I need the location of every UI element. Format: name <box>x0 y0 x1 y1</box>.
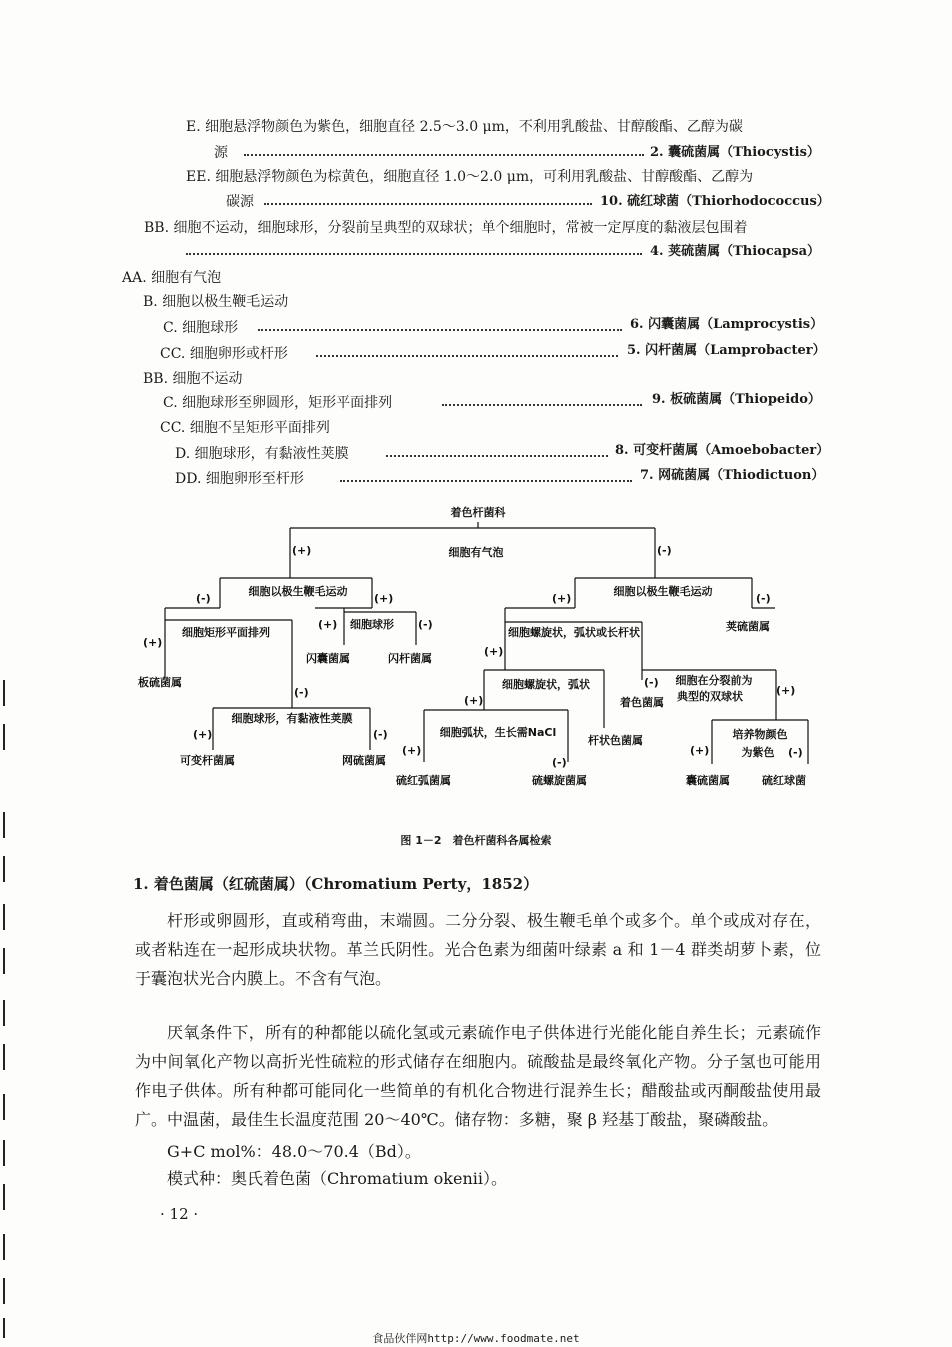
figure-caption: 图 1－2 着色杆菌科各属检索 <box>400 834 552 847</box>
key-tree-diagram <box>0 500 952 800</box>
tree-plus: (+) <box>776 684 796 697</box>
key-C1: C. 细胞球形 <box>163 320 239 336</box>
tree-minus: (-) <box>788 746 803 759</box>
tree-genus-chromatium: 着色菌属 <box>620 696 664 709</box>
tree-genus-thiodictyon: 网硫菌属 <box>342 754 386 767</box>
tree-minus: (-) <box>373 728 388 741</box>
key-EE-cont: 碳源 <box>226 194 254 210</box>
tree-plus: (+) <box>374 592 394 605</box>
tree-node-spiral2: 细胞螺旋状，弧状 <box>502 678 590 691</box>
tree-genus-lamprocystis: 闪囊菌属 <box>306 652 350 665</box>
tree-node-flag-left: 细胞以极生鞭毛运动 <box>248 585 348 598</box>
tree-genus-rhabdochromatium: 杆状色菌属 <box>588 734 643 747</box>
tree-root: 着色杆菌科 <box>450 506 506 519</box>
key-C1-genus: 6. 闪囊菌属（Lamprocystis） <box>630 317 824 332</box>
tree-plus: (+) <box>552 592 572 605</box>
key-DD-genus: 7. 网硫菌属（Thiodictuon） <box>640 468 825 483</box>
tree-node-flag-right: 细胞以极生鞭毛运动 <box>613 585 713 598</box>
key-D-genus: 8. 可变杆菌属（Amoebobacter） <box>615 443 830 458</box>
tree-plus: (+) <box>464 694 484 707</box>
tree-node-sphere: 细胞球形 <box>350 618 394 631</box>
tree-minus: (-) <box>756 592 771 605</box>
margin-mark <box>3 1044 5 1070</box>
tree-minus: (-) <box>552 756 567 769</box>
tree-plus: (+) <box>318 618 338 631</box>
key-CC1-genus: 5. 闪杆菌属（Lamprobacter） <box>627 343 826 358</box>
key-C2: C. 细胞球形至卵圆形，矩形平面排列 <box>163 395 393 411</box>
key-BB1: BB. 细胞不运动，细胞球形，分裂前呈典型的双球状；单个细胞时，常被一定厚度的黏液层包围着 <box>144 220 748 236</box>
tree-plus: (+) <box>484 645 504 658</box>
section-title: 1. 着色菌属（红硫菌属）（Chromatium Perty，1852） <box>133 875 539 893</box>
leader <box>386 455 608 457</box>
page-number: · 12 · <box>160 1205 199 1223</box>
tree-genus-thiorhodococcus: 硫红球菌 <box>762 774 806 787</box>
tree-genus-lamprobacter: 闪杆菌属 <box>388 652 432 665</box>
margin-mark <box>3 680 5 706</box>
tree-node-capsule: 细胞球形，有黏液性荚膜 <box>231 712 353 725</box>
tree-node-gas: 细胞有气泡 <box>448 546 504 559</box>
margin-mark <box>3 1278 5 1304</box>
margin-mark <box>3 1234 5 1260</box>
margin-mark <box>3 1184 5 1210</box>
leader <box>340 480 632 482</box>
key-BB2: BB. 细胞不运动 <box>143 371 243 387</box>
type-species: 模式种：奥氏着色菌（Chromatium okenii）。 <box>167 1169 507 1188</box>
tree-node-diplo2: 典型的双球状 <box>677 690 743 703</box>
tree-node-purple: 培养物颜色 <box>732 728 788 741</box>
margin-mark <box>3 904 5 930</box>
leader <box>186 253 642 255</box>
leader <box>316 355 618 357</box>
leader <box>258 329 622 331</box>
key-D: D. 细胞球形，有黏液性荚膜 <box>175 446 349 462</box>
margin-mark <box>3 1000 5 1026</box>
margin-mark <box>3 856 5 882</box>
margin-mark <box>3 1318 5 1338</box>
key-CC1: CC. 细胞卵形或杆形 <box>160 346 288 362</box>
key-BB1-genus: 4. 荚硫菌属（Thiocapsa） <box>650 244 821 259</box>
tree-plus: (+) <box>143 636 163 649</box>
key-CC2: CC. 细胞不呈矩形平面排列 <box>160 420 330 436</box>
key-C2-genus: 9. 板硫菌属（Thiopeido） <box>652 392 821 407</box>
tree-minus: (-) <box>657 544 672 557</box>
tree-plus: (+) <box>690 744 710 757</box>
leader <box>442 404 642 406</box>
tree-genus-thiocapsa: 荚硫菌属 <box>726 620 770 633</box>
key-DD: DD. 细胞卵形至杆形 <box>175 471 304 487</box>
paragraph-1: 杆形或卵圆形，直或稍弯曲，末端圆。二分分裂、极生鞭毛单个或多个。单个或成对存在，或者粘连在一起形成块状物。革兰氏阴性。光合色素为细菌叶绿素 a 和 1－4 群类胡萝卜素，位于囊泡状光合内膜上。不含有气泡。 <box>135 911 821 988</box>
key-EE-genus: 10. 硫红球菌（Thiorhodococcus） <box>600 194 830 209</box>
leader <box>244 154 644 156</box>
key-E-genus: 2. 囊硫菌属（Thiocystis） <box>650 145 820 160</box>
footer-watermark: 食品伙伴网http://www.foodmate.net <box>372 1332 580 1345</box>
tree-genus-thiorhodovibrio: 硫红弧菌属 <box>396 774 451 787</box>
tree-minus: (-) <box>644 676 659 689</box>
tree-minus: (-) <box>418 618 433 631</box>
tree-plus: (+) <box>193 728 213 741</box>
tree-genus-thiopedia: 板硫菌属 <box>138 676 182 689</box>
key-AA: AA. 细胞有气泡 <box>122 270 222 286</box>
tree-minus: (-) <box>294 686 309 699</box>
margin-mark <box>3 948 5 974</box>
tree-minus: (-) <box>196 592 211 605</box>
tree-node-spiral: 细胞螺旋状，弧状或长杆状 <box>508 626 640 639</box>
margin-mark <box>3 1094 5 1120</box>
key-E-cont: 源 <box>214 145 228 161</box>
paragraph-2: 厌氧条件下，所有的种都能以硫化氢或元素硫作电子供体进行光能化能自养生长；元素硫作为中间氧化产物以高折光性硫粒的形式储存在细胞内。硫酸盐是最终氧化产物。分子氢也可能用作电子供体。所有种都可能同化一些简单的有机化合物进行混养生长；醋酸盐或丙酮酸盐使用最广。中温菌，最佳生长温度范围 20～40℃。储存物：多糖，聚 β 羟基丁酸盐，聚磷酸盐。 <box>135 1023 821 1129</box>
tree-node-diplo: 细胞在分裂前为 <box>675 674 753 687</box>
gc-content: G+C mol%：48.0～70.4（Bd）。 <box>167 1142 421 1161</box>
leader <box>264 203 592 205</box>
tree-node-purple2: 为紫色 <box>741 746 775 759</box>
tree-plus: (+) <box>402 744 422 757</box>
margin-mark <box>3 1140 5 1166</box>
key-B: B. 细胞以极生鞭毛运动 <box>143 294 289 310</box>
tree-genus-thiocystis: 囊硫菌属 <box>686 774 730 787</box>
key-EE: EE. 细胞悬浮物颜色为棕黄色，细胞直径 1.0～2.0 μm，可利用乳酸盐、甘醇酸酯、乙醇为 <box>186 169 754 185</box>
tree-node-nacl: 细胞弧状，生长需NaCl <box>439 726 557 739</box>
tree-genus-amoebobacter: 可变杆菌属 <box>180 754 235 767</box>
margin-mark <box>3 812 5 838</box>
tree-genus-thiospirillum: 硫螺旋菌属 <box>532 774 587 787</box>
tree-plus: (+) <box>292 544 312 557</box>
key-E: E. 细胞悬浮物颜色为紫色，细胞直径 2.5～3.0 μm，不利用乳酸盐、甘醇酸酯、乙醇为碳 <box>186 119 743 135</box>
margin-mark <box>3 724 5 750</box>
tree-node-rect: 细胞矩形平面排列 <box>182 626 270 639</box>
